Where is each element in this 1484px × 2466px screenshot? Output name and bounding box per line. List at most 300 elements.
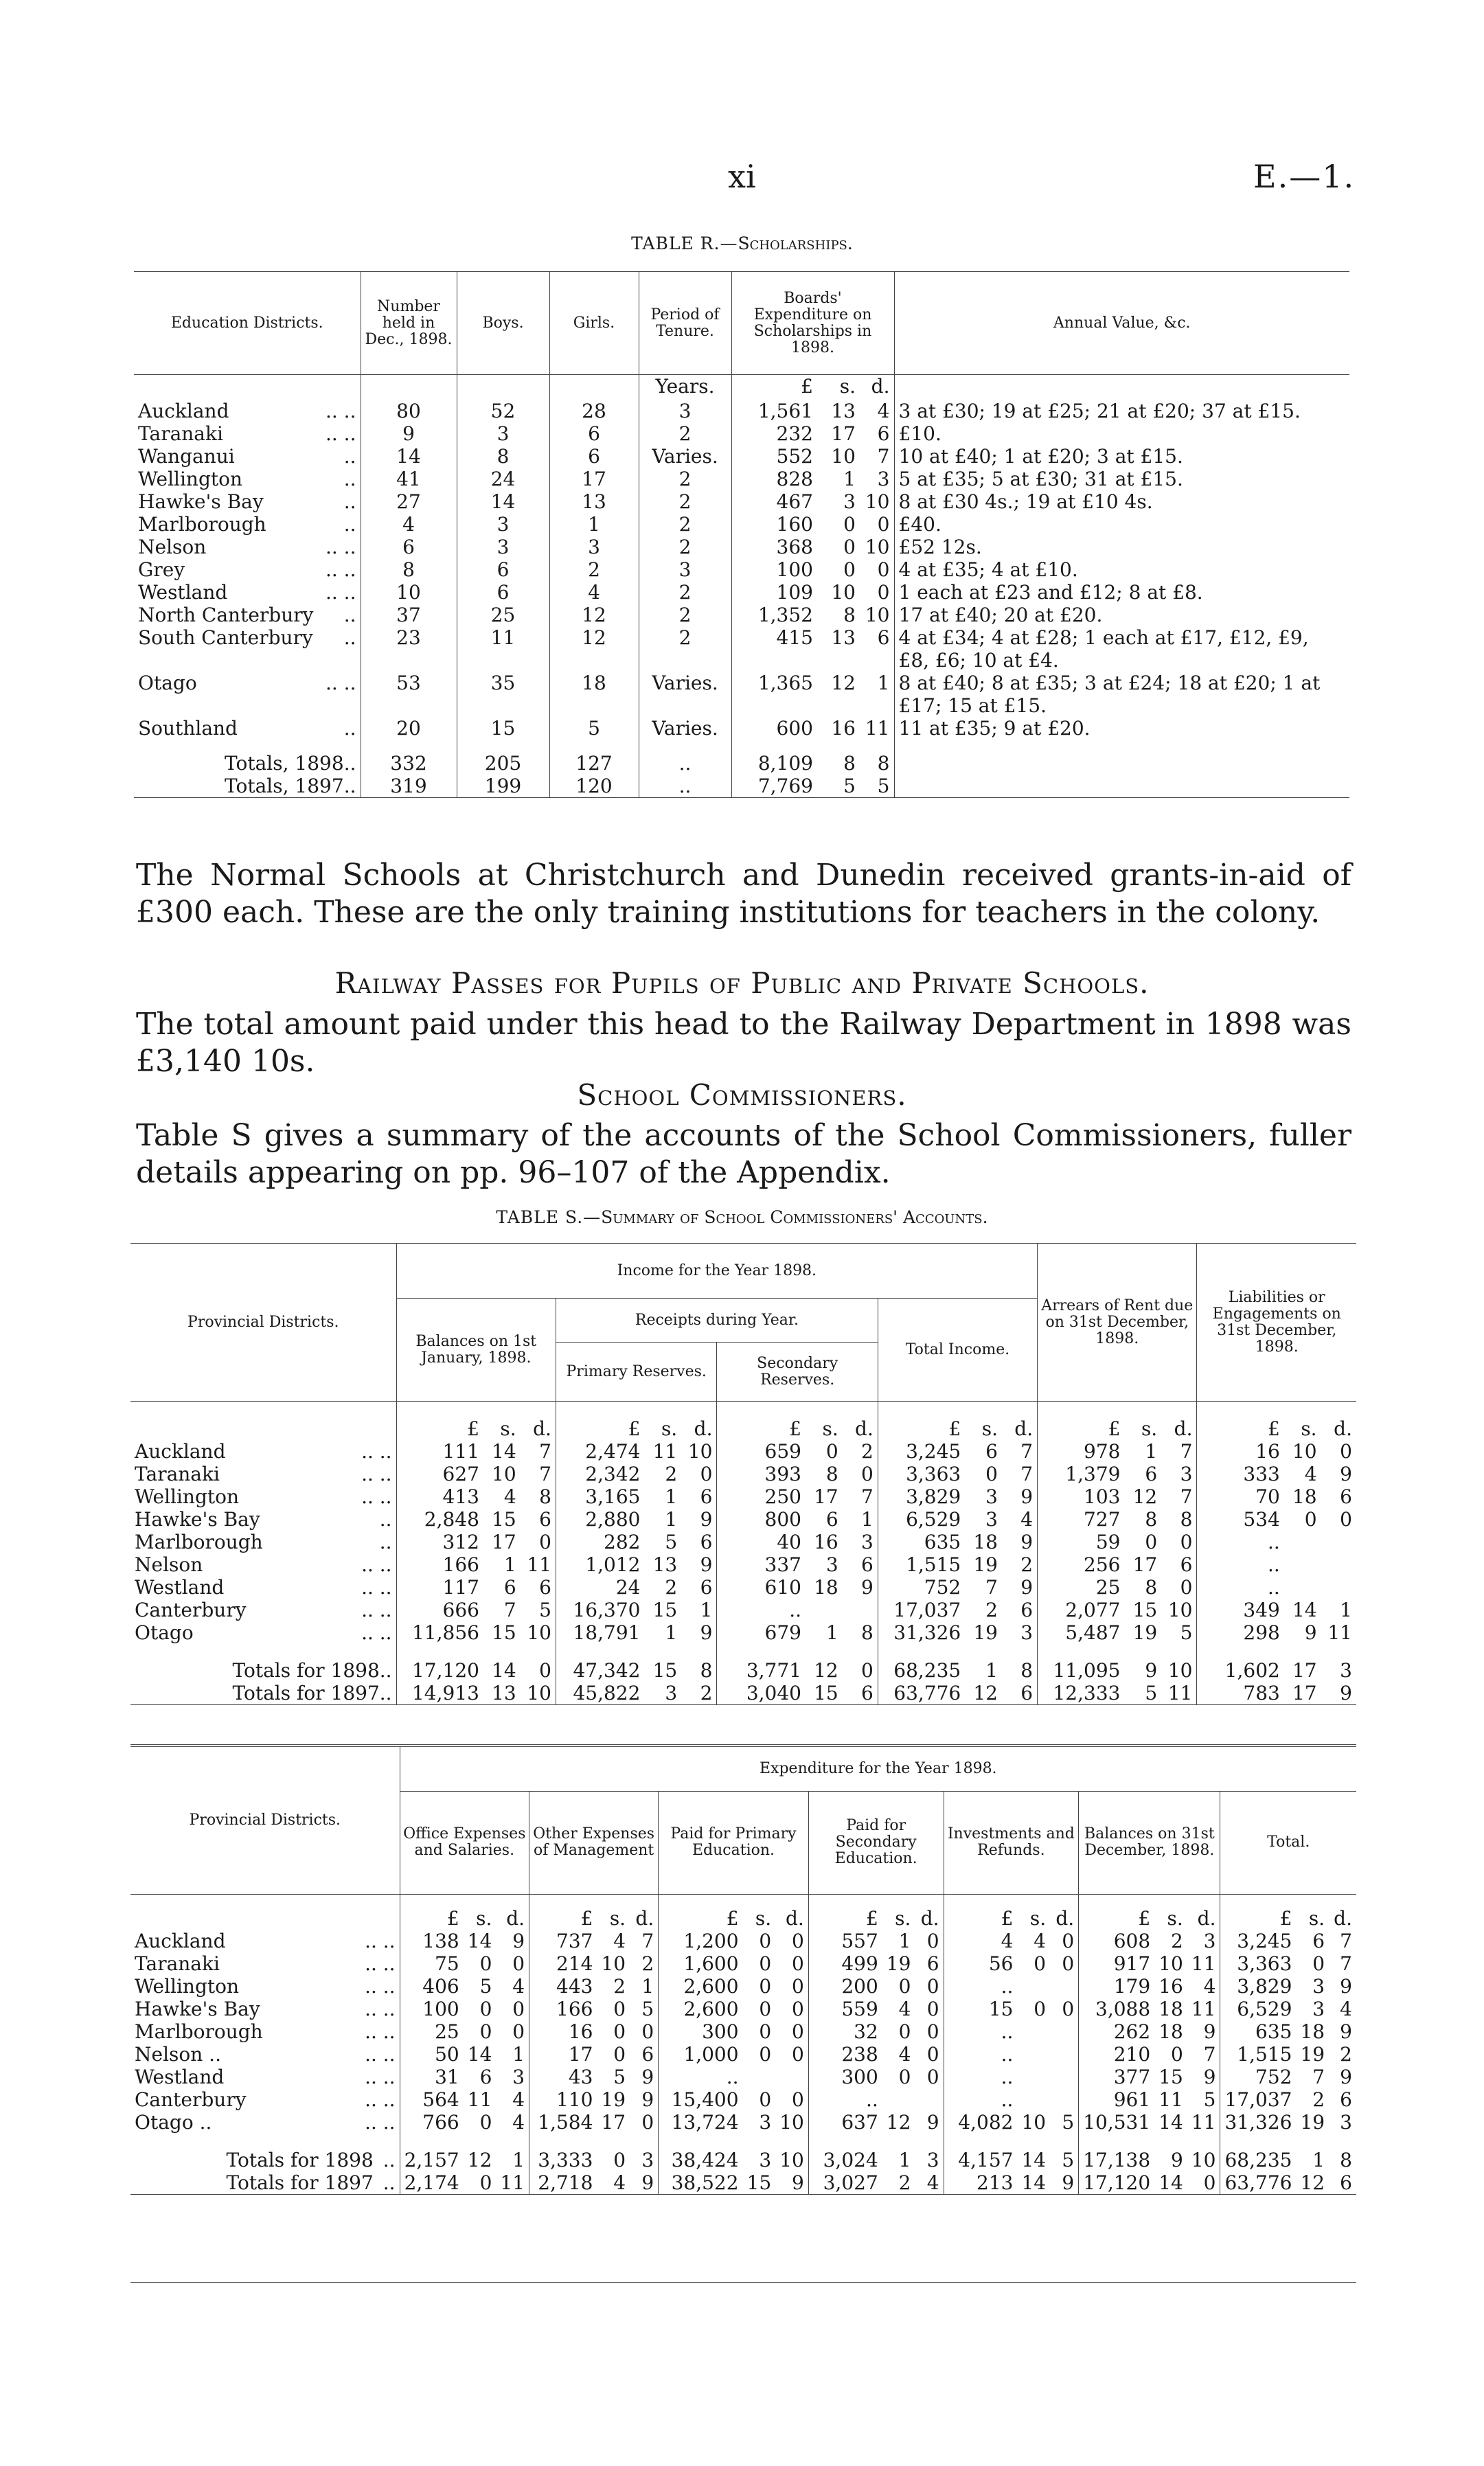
unit-pence: d. [694,1417,713,1440]
amount-pounds: 666 [396,1599,483,1621]
amount-shillings: 0 [479,1998,492,2020]
district-label: Westland [135,1575,225,1599]
amount-pounds: 15,400 [659,2088,743,2111]
amount-pounds: 752 [1220,2066,1296,2088]
district-name [134,581,361,604]
amount-pounds: 2,718 [529,2171,597,2195]
amount-shillings [806,1599,843,1621]
amount-pounds: 68,235 [878,1659,965,1682]
amount-pounds: 961 [1079,2088,1154,2111]
amount-pence: 10 [687,1439,713,1463]
district-label: Grey [138,558,185,581]
girls-count: 12 [549,604,639,626]
amount-pounds: .. [944,2043,1017,2066]
amount-pounds: 534 [1197,1508,1284,1531]
amount-pounds: 559 [808,1998,882,2020]
amount-pence [1321,1576,1356,1599]
amount-pounds: 337 [717,1553,806,1576]
amount-pounds: 3,027 [808,2171,882,2195]
amount-pence: 10 [527,1681,551,1704]
amount-shillings: 4 [1304,1462,1317,1485]
amount-pence: 7 [1020,1462,1034,1485]
district-name [134,558,361,581]
amount-shillings: 4 [613,2171,626,2194]
table-row [130,2066,1356,2088]
leader-dots: .. .. [361,1485,392,1508]
amount-shillings: 0 [613,2043,626,2066]
page-number: xi [728,158,756,195]
boys-count: 6 [457,558,549,581]
unit-shillings: s. [895,1907,911,1930]
amount-shillings: 18 [814,1575,838,1599]
amount-pence: 9 [641,2088,654,2111]
amount-pounds: 213 [944,2171,1017,2195]
amount-pence: 7 [1340,1952,1352,1975]
header-boards-expenditure: Boards' Expenditure on Scholarships in 1898. [731,272,894,375]
amount-pence: 8 [1020,1658,1034,1682]
amount-pounds: 3,088 [1079,1998,1154,2020]
boys-count: 24 [457,468,549,490]
table-r-caption-prefix: TABLE R.— [631,233,738,253]
annual-value: 8 at £40; 8 at £35; 3 at £24; 18 at £20; 1 at £17; 15 at £15. [894,672,1349,717]
amount-pounds: 349 [1197,1599,1284,1621]
table-row [134,468,1349,490]
district-label: Canterbury [135,1598,247,1621]
number-held: 332 [361,752,457,775]
boys-count: 14 [457,490,549,513]
expenditure-shillings: 5 [843,774,856,797]
amount-pounds: 16 [1197,1440,1284,1463]
amount-shillings: 17 [601,2111,626,2134]
header-boys: Boys. [457,272,549,375]
leader-dots: .. .. [365,1952,396,1975]
header-total: Total. [1220,1791,1356,1894]
unit-pounds: £ [878,1402,965,1440]
amount-shillings: 9 [1304,1621,1317,1644]
amount-pence: 4 [512,1975,525,1998]
unit-pence: d. [1334,1907,1352,1930]
amount-pounds: 608 [1079,1930,1154,1952]
amount-shillings: 12 [467,2149,492,2171]
amount-pounds: 4 [944,1930,1017,1952]
expenditure-pence: 10 [865,603,890,626]
amount-pence: 9 [700,1621,713,1644]
amount-pounds: 103 [1038,1485,1125,1508]
amount-shillings: 0 [613,1998,626,2020]
totals-label [130,2149,400,2171]
unit-pence: d. [855,1417,874,1440]
amount-shillings: 19 [1300,2111,1325,2134]
amount-shillings: 14 [1158,2111,1183,2134]
amount-shillings: 16 [1158,1975,1183,1998]
amount-pence: 7 [641,1930,654,1952]
amount-pounds: 1,584 [529,2111,597,2134]
amount-pence: 0 [792,2088,804,2111]
amount-pence: 0 [1062,1952,1075,1975]
amount-pence: 9 [1340,2020,1352,2043]
amount-shillings: 11 [652,1439,678,1463]
amount-pounds: 3,363 [1220,1952,1296,1975]
amount-pounds: 31 [400,2066,464,2088]
amount-shillings: 1 [898,2149,911,2171]
header-provincial-districts: Provincial Districts. [130,1746,400,1894]
amount-shillings: 17 [492,1530,516,1553]
leader-dots: .. .. [361,1553,392,1576]
expenditure-pounds: 828 [731,468,817,490]
amount-pounds: 3,165 [556,1485,644,1508]
district-name [130,1998,400,2020]
amount-shillings [1284,1531,1321,1553]
district-name [130,2020,400,2043]
amount-pence: 9 [1340,2066,1352,2088]
annual-value: 10 at £40; 1 at £20; 3 at £15. [894,445,1349,468]
amount-pence: 5 [641,1998,654,2020]
district-name [130,1553,396,1576]
amount-shillings: 6 [985,1439,998,1463]
annual-value: 17 at £40; 20 at £20. [894,604,1349,626]
amount-pounds: 2,880 [556,1508,644,1531]
leader-dots: .. .. [325,671,356,694]
amount-pounds: 56 [944,1952,1017,1975]
amount-pounds: .. [659,2066,743,2088]
amount-pence: 4 [1020,1507,1034,1531]
amount-shillings: 13 [652,1553,678,1576]
district-label: Nelson .. [135,2043,221,2066]
amount-pounds: 13,724 [659,2111,743,2134]
amount-pounds: 17,120 [396,1659,483,1682]
amount-pence: 0 [792,1975,804,1998]
district-name [134,626,361,672]
amount-pence: 7 [539,1439,551,1463]
amount-shillings: 1 [665,1621,678,1644]
table-row [130,1998,1356,2020]
girls-count: 6 [549,422,639,445]
amount-shillings: 3 [1312,1975,1325,1998]
expenditure-pounds: 600 [731,717,817,740]
expenditure-shillings: 12 [831,671,856,694]
amount-pounds: 40 [717,1531,806,1553]
amount-pounds: .. [944,1975,1017,1998]
amount-pence: 4 [1203,1975,1216,1998]
table-r-caption-title: Scholarships. [738,233,853,253]
district-label: Marlborough [135,2020,263,2043]
table-row [134,626,1349,672]
amount-pence: 6 [1340,2088,1352,2111]
boys-count: 52 [457,400,549,422]
amount-shillings: 1 [665,1485,678,1508]
district-name [134,672,361,717]
district-label: Auckland [138,399,229,422]
unit-shillings: s. [822,1417,838,1440]
district-name [130,1621,396,1644]
unit-shillings: s. [1308,1907,1325,1930]
table-row [130,1975,1356,1998]
totals-label-text: Totals for 1897.. [232,1681,392,1704]
amount-shillings: 12 [1132,1485,1158,1508]
amount-pence [1050,2088,1079,2111]
district-name [134,422,361,445]
table-row [134,717,1349,740]
unit-shillings: s. [609,1907,626,1930]
amount-pounds: 1,600 [659,1952,743,1975]
amount-pence: 9 [641,2171,654,2194]
annual-value: £52 12s. [894,536,1349,558]
amount-shillings: 0 [985,1462,998,1485]
amount-pence: 11 [1191,1998,1216,2020]
amount-shillings: 0 [479,2020,492,2043]
amount-pounds: 68,235 [1220,2149,1296,2171]
unit-years: Years. [639,375,731,400]
annual-value: 4 at £34; 4 at £28; 1 each at £17, £12, £9, £8, £6; 10 at £4. [894,626,1349,672]
amount-pence: 0 [641,2020,654,2043]
amount-shillings: 10 [1292,1439,1317,1463]
table-row [134,581,1349,604]
unit-pence: d. [1197,1907,1216,1930]
table-row [130,1440,1356,1463]
amount-pence: 11 [500,2171,525,2194]
amount-shillings: 15 [492,1507,516,1531]
amount-pence: 6 [1020,1681,1034,1704]
amount-pounds: 75 [400,1952,464,1975]
totals-label-text: Totals for 1898.. [232,1658,392,1682]
unit-shillings: s. [476,1907,492,1930]
amount-shillings: 0 [759,2020,772,2043]
amount-pence: 5 [1203,2088,1216,2111]
amount-pence: 7 [1340,1930,1352,1952]
period-of-tenure: .. [639,752,731,775]
table-r-caption [0,233,1484,253]
table-s-expenditure [130,1744,1356,2204]
district-name [134,490,361,513]
table-row [130,2020,1356,2043]
totals-label-text: Totals for 1897 [226,2171,374,2194]
unit-pounds: £ [1079,1894,1154,1930]
leader-dots: .. .. [365,2066,396,2088]
unit-pounds: £ [1197,1402,1284,1440]
table-row [130,1485,1356,1508]
amount-shillings: 1 [898,1930,911,1952]
amount-pounds: 50 [400,2043,464,2066]
number-held: 37 [361,604,457,626]
girls-count: 5 [549,717,639,740]
amount-shillings: 0 [898,1975,911,1998]
header-girls: Girls. [549,272,639,375]
amount-pounds: 1,515 [1220,2043,1296,2066]
annual-value: 5 at £35; 5 at £30; 31 at £15. [894,468,1349,490]
table-row [130,1576,1356,1599]
amount-shillings: 6 [825,1507,838,1531]
amount-pounds: 377 [1079,2066,1154,2088]
amount-shillings [1017,1975,1050,1998]
district-name [130,2066,400,2088]
district-name [130,1485,396,1508]
amount-shillings: 0 [825,1439,838,1463]
header-education-districts: Education Districts. [134,272,361,375]
girls-count: 28 [549,400,639,422]
amount-shillings: 19 [1132,1621,1158,1644]
amount-shillings: 14 [1021,2149,1047,2171]
girls-count: 1 [549,513,639,536]
leader-dots: .. .. [325,422,356,445]
amount-pence: 9 [641,2066,654,2088]
leader-dots: .. .. [365,1975,396,1998]
amount-pence: 10 [779,2111,804,2134]
amount-shillings: 4 [898,2043,911,2066]
amount-pounds: 238 [808,2043,882,2066]
girls-count: 3 [549,536,639,558]
amount-shillings: 14 [467,1930,492,1952]
boys-count: 199 [457,775,549,798]
amount-pounds: 6,529 [1220,1998,1296,2020]
amount-pence: 10 [1167,1658,1193,1682]
amount-shillings: 10 [492,1462,516,1485]
boys-count: 25 [457,604,549,626]
amount-shillings: 4 [503,1485,516,1508]
spacer-row [134,797,1349,808]
district-label: Otago .. [135,2111,212,2134]
amount-pounds: 110 [529,2088,597,2111]
district-label: South Canterbury [138,626,313,649]
unit-pounds: £ [808,1894,882,1930]
amount-pounds: 499 [808,1952,882,1975]
amount-shillings: 0 [759,1998,772,2020]
amount-pounds: 179 [1079,1975,1154,1998]
district-name [134,604,361,626]
amount-pounds: 5,487 [1038,1621,1125,1644]
amount-shillings: 4 [1034,1930,1047,1952]
amount-pounds: 298 [1197,1621,1284,1644]
amount-pence: 0 [792,2043,804,2066]
amount-pence [775,2066,808,2088]
unit-shillings: s. [1301,1417,1317,1440]
amount-pounds: 300 [659,2020,743,2043]
district-name [130,1576,396,1599]
period-of-tenure: 2 [639,581,731,604]
expenditure-pounds: 109 [731,581,817,604]
amount-pounds: 256 [1038,1553,1125,1576]
amount-shillings: 14 [1158,2171,1183,2194]
header-paid-primary: Paid for Primary Education. [659,1791,809,1894]
amount-pence: 4 [926,2171,939,2194]
amount-pence: 0 [512,1998,525,2020]
amount-pounds: 3,363 [878,1463,965,1485]
district-name [134,717,361,740]
amount-pence: 8 [1340,2149,1352,2171]
normal-schools-paragraph: The Normal Schools at Christchurch and Dunedin received grants-in-aid of £300 each. These are the only training institutions for teachers in the colony. [136,858,1351,930]
district-label: North Canterbury [138,603,314,626]
amount-shillings: 15 [1132,1598,1158,1621]
amount-pence: 9 [1020,1485,1034,1508]
leader-dots: .. [343,467,356,490]
amount-pounds: 17,037 [878,1599,965,1621]
table-row [130,1463,1356,1485]
amount-pence: 8 [861,1621,874,1644]
district-label: Southland [138,716,238,740]
expenditure-shillings: 1 [843,467,856,490]
district-name [134,468,361,490]
district-label: Wanganui [138,444,235,468]
amount-pounds: 59 [1038,1531,1125,1553]
amount-pounds: 917 [1079,1952,1154,1975]
amount-pence: 0 [926,2043,939,2066]
district-name [130,2088,400,2111]
amount-shillings: 0 [1034,1952,1047,1975]
amount-shillings [1017,2088,1050,2111]
expenditure-pence: 0 [877,512,890,536]
amount-pounds: 413 [396,1485,483,1508]
totals-row [134,775,1349,798]
amount-pounds: 679 [717,1621,806,1644]
table-row [130,2043,1356,2066]
district-name [130,2043,400,2066]
amount-pence: 9 [1020,1530,1034,1553]
amount-shillings: 3 [985,1485,998,1508]
amount-pence: 9 [700,1507,713,1531]
amount-shillings: 10 [1158,1952,1183,1975]
amount-shillings: 0 [613,2149,626,2171]
expenditure-pence: 6 [877,626,890,649]
amount-pence: 1 [700,1598,713,1621]
expenditure-pounds: 368 [731,536,817,558]
number-held: 6 [361,536,457,558]
leader-dots: .. [343,512,356,536]
school-commissioners-heading: School Commissioners. [577,1078,907,1112]
amount-pounds: 752 [878,1576,965,1599]
expenditure-pence: 11 [865,716,890,740]
number-held: 27 [361,490,457,513]
amount-pence: 2 [1020,1553,1034,1576]
expenditure-pence: 6 [877,422,890,445]
amount-pence: 0 [792,1930,804,1952]
period-of-tenure: Varies. [639,672,731,717]
amount-pence: 9 [700,1553,713,1576]
totals-label: Totals, 1897.. [225,774,356,797]
amount-pence: 0 [1180,1530,1193,1553]
amount-pounds: 210 [1079,2043,1154,2066]
leader-dots: .. .. [365,2043,396,2066]
amount-pence: 0 [539,1658,551,1682]
amount-pence: 0 [926,1930,939,1952]
amount-pounds: 627 [396,1463,483,1485]
amount-shillings: 15 [492,1621,516,1644]
amount-shillings: 5 [479,1975,492,1998]
amount-pence: 9 [792,2171,804,2194]
amount-pence: 10 [1191,2149,1216,2171]
amount-shillings: 6 [503,1575,516,1599]
spacer-row [130,2195,1356,2204]
unit-pence: d. [1174,1417,1193,1440]
amount-pounds: 312 [396,1531,483,1553]
amount-pounds: 100 [400,1998,464,2020]
district-label: Marlborough [138,512,266,536]
amount-pence: 8 [700,1658,713,1682]
unit-shillings: s. [661,1417,678,1440]
unit-pence: d. [1055,1907,1075,1930]
girls-count: 127 [549,752,639,775]
header-balances-31st-december: Balances on 31st December, 1898. [1079,1791,1220,1894]
amount-shillings: 2 [613,1975,626,1998]
amount-pounds: 2,174 [400,2171,464,2195]
amount-pounds: 727 [1038,1508,1125,1531]
period-of-tenure: 2 [639,626,731,672]
amount-pounds: .. [1197,1576,1284,1599]
totals-row [130,2171,1356,2195]
amount-shillings: 18 [1158,1998,1183,2020]
amount-pounds: 25 [1038,1576,1125,1599]
amount-shillings: 11 [1158,2088,1183,2111]
amount-shillings: 0 [1145,1530,1158,1553]
district-label: Taranaki [138,422,223,445]
